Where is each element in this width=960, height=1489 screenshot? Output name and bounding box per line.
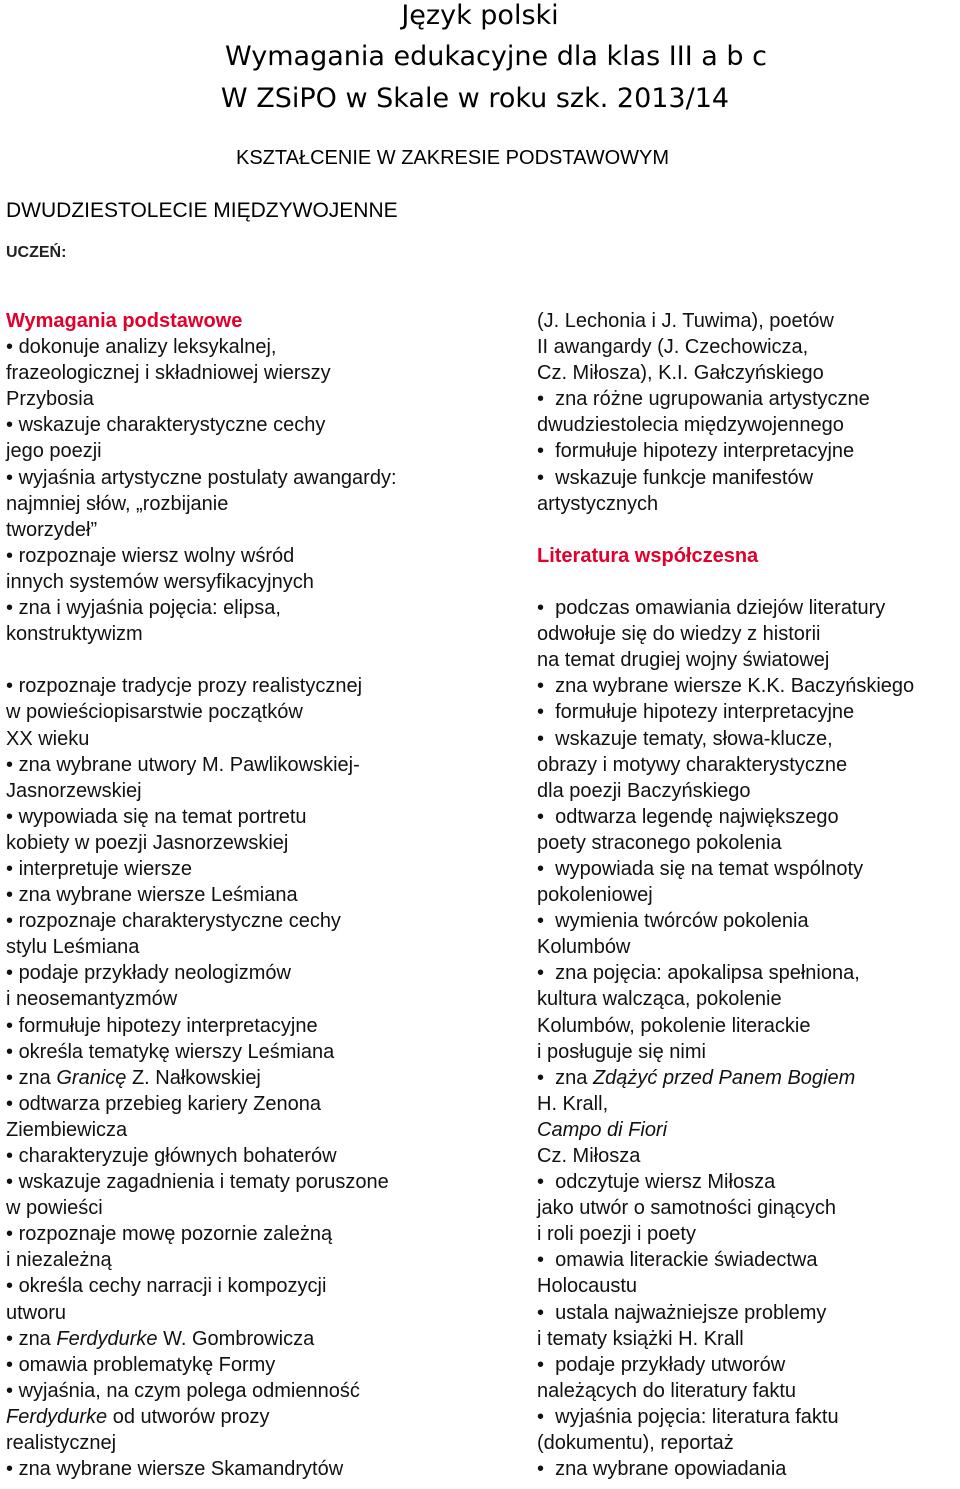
list-item-continuation: realistycznej <box>6 1432 117 1455</box>
spacer <box>537 517 960 543</box>
list-item: • wyjaśnia artystyczne postulaty awangardy: <box>6 465 466 491</box>
text: zna <box>555 1066 593 1089</box>
list-item: • dokonuje analizy leksykalnej, <box>6 334 466 360</box>
list-item: • formułuje hipotezy interpretacyjne <box>537 699 960 725</box>
list-item: • rozpoznaje tradycje prozy realistycznej <box>6 673 466 699</box>
list-item-continuation: Jasnorzewskiej <box>6 779 142 802</box>
list-item: • określa cechy narracji i kompozycji <box>6 1273 466 1299</box>
list-item-continuation: pokoleniowej <box>537 884 653 907</box>
list-item-continuation: utworu <box>6 1301 67 1324</box>
list-item-continuation: i neosemantyzmów <box>6 988 178 1011</box>
list-item-continuation: tworzydeł” <box>6 518 98 541</box>
document-subtitle: Wymagania edukacyjne dla klas III a b c <box>225 41 767 72</box>
text: zna <box>18 1066 57 1089</box>
document-subtitle-school: W ZSiPO w Skale w roku szk. 2013/14 <box>220 83 730 114</box>
list-item-continuation: poety straconego pokolenia <box>537 831 782 854</box>
list-item-continuation: Kolumbów, pokolenie literackie <box>537 1014 811 1037</box>
text: Z. Nałkowskiej <box>126 1066 261 1089</box>
list-item-continuation: i tematy książki H. Krall <box>537 1327 744 1350</box>
list-item: • zna pojęcia: apokalipsa spełniona, <box>537 960 960 986</box>
list-item: • rozpoznaje wiersz wolny wśród <box>6 543 466 569</box>
list-item: • podaje przykłady neologizmów <box>6 960 466 986</box>
list-item-continuation: konstruktywizm <box>6 623 143 646</box>
list-item: • formułuje hipotezy interpretacyjne <box>537 438 960 464</box>
list-item-continuation: H. Krall, <box>537 1092 609 1115</box>
spacer <box>6 647 466 673</box>
list-item-continuation: najmniej słów, „rozbijanie <box>6 492 229 515</box>
book-title: Ferdydurke <box>6 1405 108 1428</box>
list-item-continuation: XX wieku <box>6 727 90 750</box>
list-item-continuation: i posługuje się nimi <box>537 1040 706 1063</box>
student-label: UCZEŃ: <box>6 244 67 261</box>
list-item <box>6 1065 466 1091</box>
list-item: • zna i wyjaśnia pojęcia: elipsa, <box>6 595 466 621</box>
list-item: • zna wybrane opowiadania <box>537 1456 960 1482</box>
list-item-continuation: frazeologicznej i składniowej wierszy <box>6 362 331 385</box>
list-item-continuation: innych systemów wersyfikacyjnych <box>6 570 314 593</box>
list-item-continuation: obrazy i motywy charakterystyczne <box>537 753 848 776</box>
list-item: • charakteryzuje głównych bohaterów <box>6 1143 466 1169</box>
list-item: • wskazuje zagadnienia i tematy poruszone <box>6 1169 466 1195</box>
list-item-continuation: (dokumentu), reportaż <box>537 1432 734 1455</box>
list-item-continuation: i roli poezji i poety <box>537 1223 696 1246</box>
text: od utworów prozy <box>107 1405 270 1428</box>
list-item-continuation: i niezależną <box>6 1249 112 1272</box>
list-item: • omawia problematykę Formy <box>6 1352 466 1378</box>
list-item <box>6 1326 466 1352</box>
list-item: • odtwarza przebieg kariery Zenona <box>6 1091 466 1117</box>
list-item: • wskazuje charakterystyczne cechy <box>6 412 466 438</box>
list-item: • wypowiada się na temat portretu <box>6 804 466 830</box>
list-item: • wskazuje tematy, słowa-klucze, <box>537 726 960 752</box>
list-item-continuation: Holocaustu <box>537 1275 638 1298</box>
list-item-continuation: Cz. Miłosza <box>537 1145 641 1167</box>
list-item: • rozpoznaje mowę pozornie zależną <box>6 1221 466 1247</box>
list-item-continuation <box>6 1404 466 1430</box>
book-title: Campo di Fiori <box>537 1118 668 1141</box>
list-item: • rozpoznaje charakterystyczne cechy <box>6 908 466 934</box>
list-item-continuation: II awangardy (J. Czechowicza, <box>537 336 809 359</box>
list-item-continuation: kobiety w poezji Jasnorzewskiej <box>6 831 289 854</box>
list-item-continuation: na temat drugiej wojny światowej <box>537 649 830 672</box>
list-item-continuation: (J. Lechonia i J. Tuwima), poetów <box>537 310 834 332</box>
list-item-continuation: jako utwór o samotności ginących <box>537 1197 837 1220</box>
list-item: • omawia literackie świadectwa <box>537 1247 960 1273</box>
list-item: • wyjaśnia pojęcia: literatura faktu <box>537 1404 960 1430</box>
list-item: • interpretuje wiersze <box>6 856 466 882</box>
list-item: • odczytuje wiersz Miłosza <box>537 1169 960 1195</box>
spacer <box>537 569 960 595</box>
list-item: • odtwarza legendę największego <box>537 804 960 830</box>
left-column <box>6 308 466 1482</box>
list-item-continuation: dla poezji Baczyńskiego <box>537 779 751 802</box>
right-column <box>537 308 960 1482</box>
list-item-continuation <box>537 1117 960 1143</box>
section-title-basic: Wymagania podstawowe <box>6 310 243 332</box>
scope-heading: KSZTAŁCENIE W ZAKRESIE PODSTAWOWYM <box>236 147 669 169</box>
period-heading: DWUDZIESTOLECIE MIĘDZYWOJENNE <box>6 199 398 222</box>
list-item: • zna wybrane wiersze K.K. Baczyńskiego <box>537 673 960 699</box>
list-item-continuation: należących do literatury faktu <box>537 1379 797 1402</box>
list-item-continuation: w powieści <box>6 1197 103 1220</box>
book-title: Granicę <box>56 1066 127 1089</box>
list-item: • wymienia twórców pokolenia <box>537 908 960 934</box>
list-item-continuation: jego poezji <box>6 440 102 463</box>
list-item: • określa tematykę wierszy Leśmiana <box>6 1039 466 1065</box>
list-item: • zna wybrane utwory M. Pawlikowskiej- <box>6 752 466 778</box>
book-title: Zdążyć przed Panem Bogiem <box>592 1066 856 1089</box>
list-item: • zna wybrane wiersze Leśmiana <box>6 882 466 908</box>
book-title: Ferdydurke <box>56 1327 158 1350</box>
list-item-continuation: Cz. Miłosza), K.I. Gałczyńskiego <box>537 362 824 385</box>
text: zna <box>18 1327 57 1350</box>
list-item <box>537 1065 960 1091</box>
list-item: • podaje przykłady utworów <box>537 1352 960 1378</box>
list-item-continuation: w powieściopisarstwie początków <box>6 701 303 724</box>
list-item: • zna wybrane wiersze Skamandrytów <box>6 1456 466 1482</box>
list-item-continuation: stylu Leśmiana <box>6 936 140 959</box>
section-title-contemporary: Literatura współczesna <box>537 544 759 567</box>
list-item-continuation: artystycznych <box>537 492 659 515</box>
list-item-continuation: Kolumbów <box>537 936 631 959</box>
document-title: Język polski <box>401 0 559 31</box>
list-item: • wskazuje funkcje manifestów <box>537 465 960 491</box>
list-item: • formułuje hipotezy interpretacyjne <box>6 1013 466 1039</box>
list-item: • podczas omawiania dziejów literatury <box>537 595 960 621</box>
list-item: • wyjaśnia, na czym polega odmienność <box>6 1378 466 1404</box>
list-item-continuation: odwołuje się do wiedzy z historii <box>537 623 821 646</box>
list-item-continuation: dwudziestolecia międzywojennego <box>537 414 844 437</box>
list-item-continuation: Ziembiewicza <box>6 1118 128 1141</box>
list-item: • wypowiada się na temat wspólnoty <box>537 856 960 882</box>
list-item: • zna różne ugrupowania artystyczne <box>537 386 960 412</box>
text: W. Gombrowicza <box>157 1327 315 1350</box>
list-item-continuation: Przybosia <box>6 388 94 411</box>
list-item-continuation: kultura walcząca, pokolenie <box>537 988 782 1011</box>
list-item: • ustala najważniejsze problemy <box>537 1300 960 1326</box>
